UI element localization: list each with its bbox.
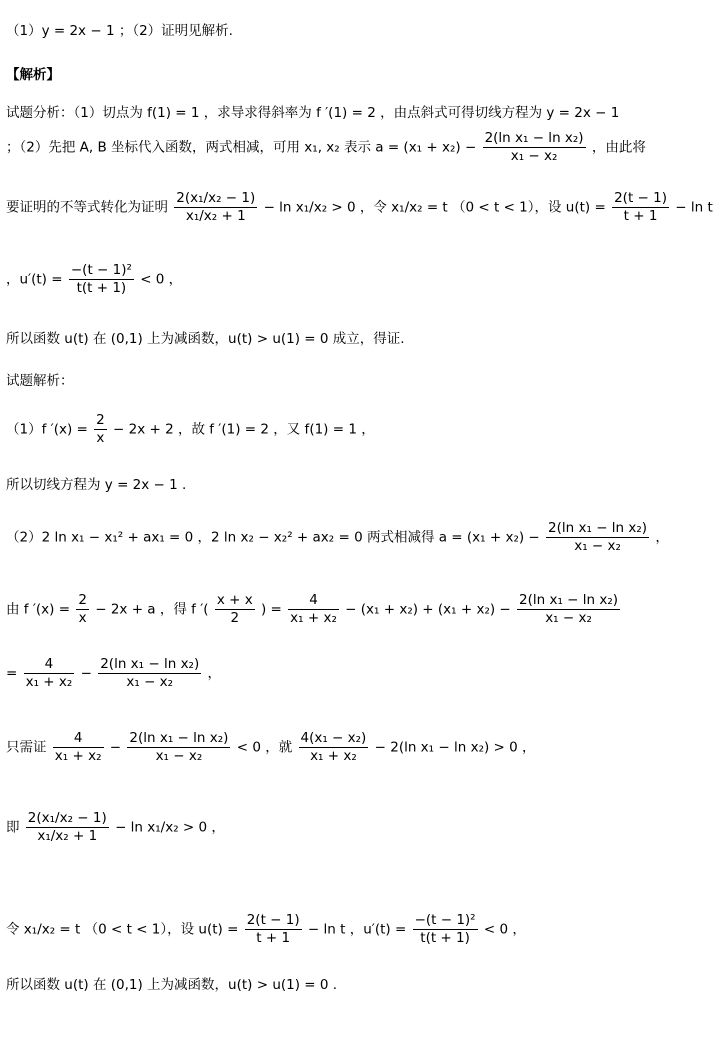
fraction: $\frac{\text{2(ln x₁ − ln x₂)}}{\text{x₁ − x₂}}$ [484, 130, 584, 164]
fraction: $\frac{2(t - 1)}{t + 1}$ [246, 912, 300, 946]
analysis-conclusion: 所以函数 u(t) 在 (0,1) 上为减函数，u(t) > u(1) = 0 成立，得证. [6, 331, 405, 347]
analysis-line-1: 试题分析：（1）切点为 f(1) = 1 ，求导求得斜率为 f ′(1) = 2 ，由点斜式可得切线方程为 y = 2x − 1 [6, 105, 620, 121]
fraction: $\frac{\text{2(ln x₁ − ln x₂)}}{\text{x₁ − x₂}}$ [519, 592, 619, 626]
solution-line-5: = $\frac{4}{\text{x₁ + x₂}}$ − $\frac{\text{2(ln x₁ − ln x₂)}}{\text{x₁ − x₂}}$ ， [6, 656, 222, 690]
fraction: $\frac{4}{\text{x₁ + x₂}}$ [290, 592, 337, 626]
fraction: $\frac{\text{−(t − 1)²}}{t(t + 1)}$ [70, 262, 132, 296]
analysis-line-4: ，u′(t) = $\frac{\text{−(t − 1)²}}{t(t + 1)}$ < 0 ， [6, 262, 183, 296]
fraction: $\frac{2}{x}$ [96, 412, 105, 446]
fraction: $\frac{4}{\text{x₁ + x₂}}$ [25, 656, 73, 690]
solution-heading: 试题解析： [6, 373, 74, 389]
analysis-line-2: ；（2）先把 A, B 坐标代入函数，两式相减，可用 x₁, x₂ 表示 a = (x₁ + x₂) − $\frac{\text{2(ln x₁ − ln x₂)}}{\text{x₁ − x₂}}$ ，由此将 [6, 130, 646, 164]
fraction: $\frac{4}{\text{x₁ + x₂}}$ [54, 730, 102, 764]
fraction: $\frac{\text{2(ln x₁ − ln x₂)}}{\text{x₁ − x₂}}$ [129, 730, 229, 764]
fraction: $\frac{\text{2(x₁/x₂ − 1)}}{\text{x₁/x₂ + 1}}$ [27, 810, 107, 844]
solution-conclusion: 所以函数 u(t) 在 (0,1) 上为减函数，u(t) > u(1) = 0 . [6, 977, 338, 993]
fraction: $\frac{\text{−(t − 1)²}}{t(t + 1)}$ [414, 912, 476, 946]
solution-line-7: 即 $\frac{\text{2(x₁/x₂ − 1)}}{\text{x₁/x₂ + 1}}$ − ln x₁/x₂ > 0 ， [6, 810, 225, 844]
analysis-heading: 【解析】 [6, 67, 60, 83]
fraction: $\frac{\text{2(ln x₁ − ln x₂)}}{\text{x₁ − x₂}}$ [548, 520, 648, 554]
analysis-line-3: 要证明的不等式转化为证明 $\frac{\text{2(x₁/x₂ − 1)}}{\text{x₁/x₂ + 1}}$ − ln x₁/x₂ > 0 ，令 x₁/x₂ = t （0 < t < 1），设 u(t) = $\frac{2(t - 1)}{t + 1}$ − ln t [6, 190, 713, 224]
solution-line-1: （1）f ′(x) = $\frac{2}{x}$ − 2x + 2 ，故 f ′(1) = 2 ，又 f(1) = 1 ， [6, 412, 375, 446]
solution-line-4: 由 f ′(x) = $\frac{2}{x}$ − 2x + a ，得 f ′( $\frac{x + x}{2}$ ) = $\frac{4}{\text{x₁ + x₂}}$ − (x₁ + x₂) + (x₁ + x₂) − $\frac{\text{2(ln x₁ − ln x₂)}}{\text{x₁ − x₂}}$ [6, 592, 619, 626]
answer-line: （1）y = 2x − 1 ；（2）证明见解析. [6, 23, 233, 39]
solution-line-3: （2）2 ln x₁ − x₁² + ax₁ = 0 ，2 ln x₂ − x₂² + ax₂ = 0 两式相减得 a = (x₁ + x₂) − $\frac{\text{2(ln x₁ − ln x₂)}}{\text{x₁ − x₂}}$ ， [6, 520, 669, 554]
solution-line-2: 所以切线方程为 y = 2x − 1 . [6, 477, 187, 493]
fraction: $\frac{2(t - 1)}{t + 1}$ [614, 190, 667, 224]
solution-line-6: 只需证 $\frac{4}{\text{x₁ + x₂}}$ − $\frac{\text{2(ln x₁ − ln x₂)}}{\text{x₁ − x₂}}$ < 0 ，就 $\frac{\text{4(x₁ − x₂)}}{\text{x₁ + x₂}}$ − 2(ln x₁ − ln x₂) > 0 ， [6, 730, 536, 764]
fraction: $\frac{\text{4(x₁ − x₂)}}{\text{x₁ + x₂}}$ [300, 730, 367, 764]
fraction: $\frac{x + x}{2}$ [216, 592, 253, 626]
fraction: $\frac{\text{2(ln x₁ − ln x₂)}}{\text{x₁ − x₂}}$ [100, 656, 200, 690]
fraction: $\frac{\text{2(x₁/x₂ − 1)}}{\text{x₁/x₂ + 1}}$ [176, 190, 256, 224]
solution-line-8: 令 x₁/x₂ = t （0 < t < 1），设 u(t) = $\frac{2(t - 1)}{t + 1}$ − ln t ，u′(t) = $\frac{\text{−(t − 1)²}}{t(t + 1)}$ < 0 ， [6, 912, 526, 946]
fraction: $\frac{2}{x}$ [78, 592, 87, 626]
